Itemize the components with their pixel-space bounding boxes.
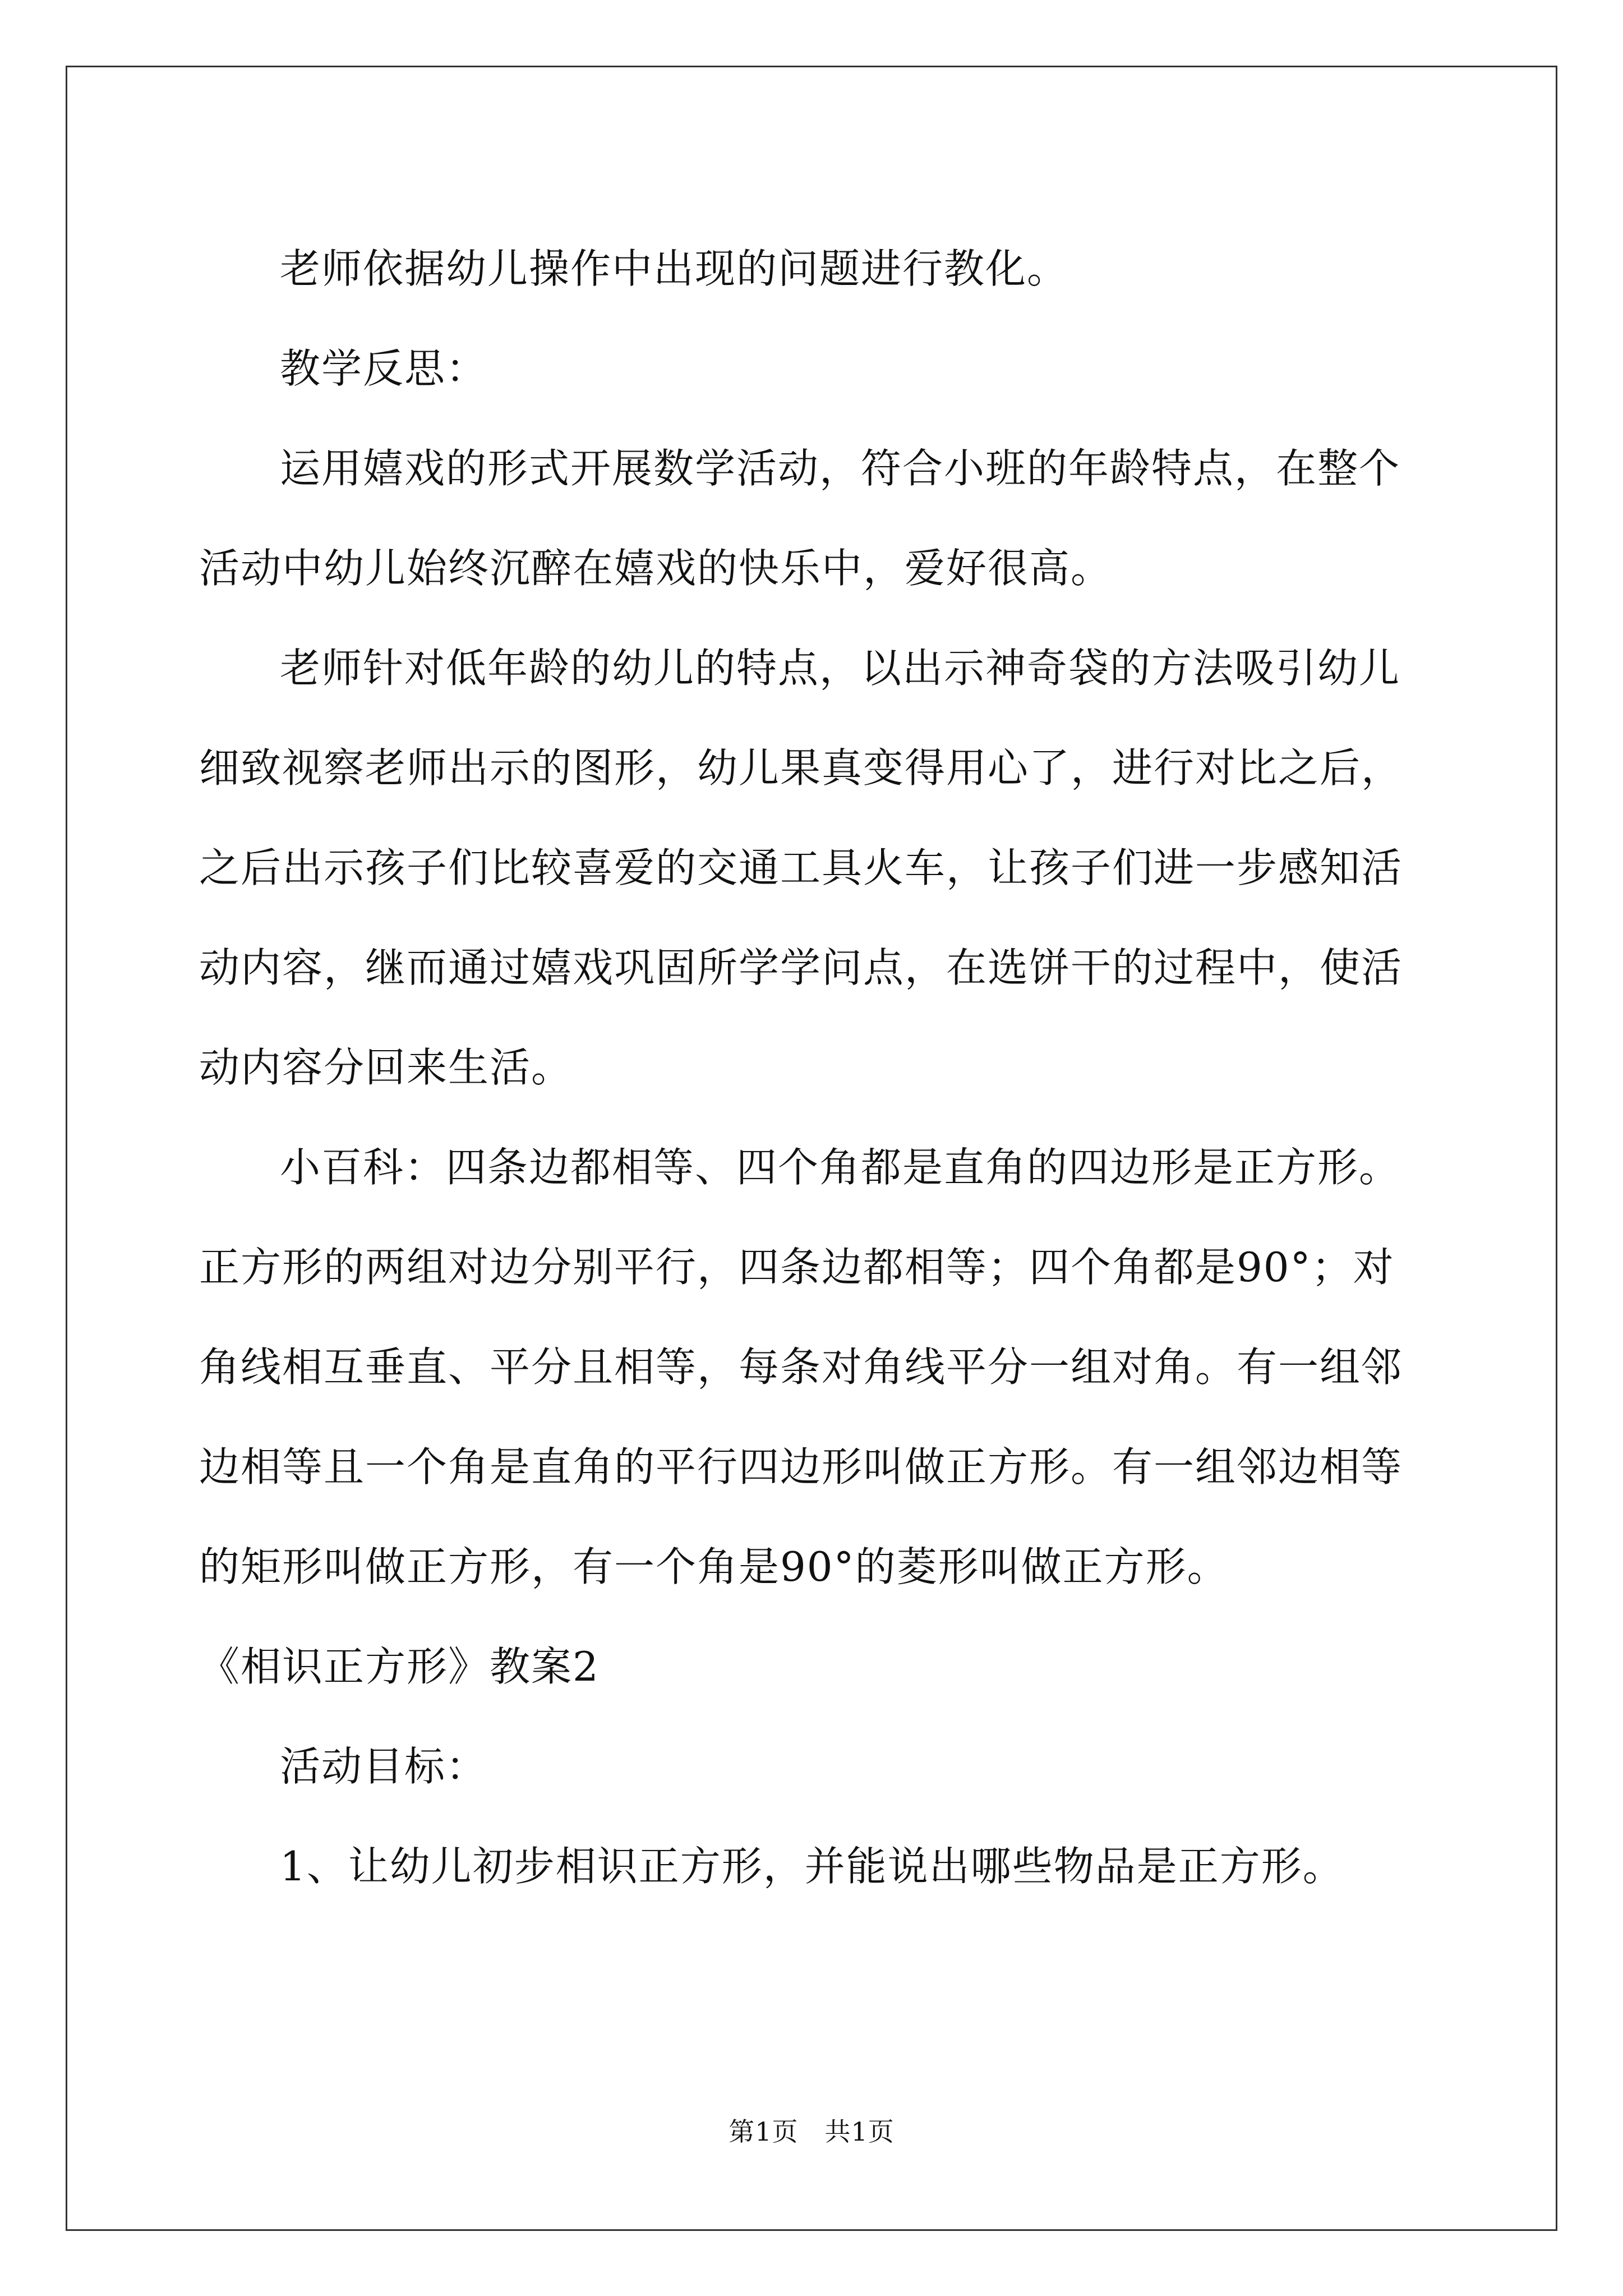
section-heading: 《相识正方形》教案2 [199, 1643, 600, 1690]
paragraph-7: 活动目标： [280, 1743, 488, 1790]
paragraph-1: 老师依据幼儿操作中出现的问题进行教化。 [280, 245, 1069, 292]
page-footer: 第1页 共1页 [728, 2116, 895, 2147]
paragraph-2: 教学反思： [280, 345, 488, 392]
document-body [199, 219, 1422, 1916]
paragraph-4: 老师针对低年龄的幼儿的特点，以出示神奇袋的方法吸引幼儿细致视察老师出示的图形，幼儿果真变得用心了，进行对比之后，之后出示孩子们比较喜爱的交通工具火车，让孩子们进一步感知活动内容，继而通过嬉戏巩固所学学问点，在选饼干的过程中，使活动内容分回来生活。 [199, 645, 1403, 1091]
paragraph-3: 运用嬉戏的形式开展数学活动，符合小班的年龄特点，在整个活动中幼儿始终沉醉在嬉戏的快乐中，爱好很高。 [199, 445, 1401, 592]
paragraph-8: 1、让幼儿初步相识正方形，并能说出哪些物品是正方形。 [280, 1843, 1344, 1890]
paragraph-5: 小百科：四条边都相等、四个角都是直角的四边形是正方形。正方形的两组对边分别平行，四条边都相等；四个角都是90°；对角线相互垂直、平分且相等，每条对角线平分一组对角。有一组邻边相等且一个角是直角的平行四边形叫做正方形。有一组邻边相等的矩形叫做正方形，有一个角是90°的菱形叫做正方形。 [199, 1144, 1403, 1590]
